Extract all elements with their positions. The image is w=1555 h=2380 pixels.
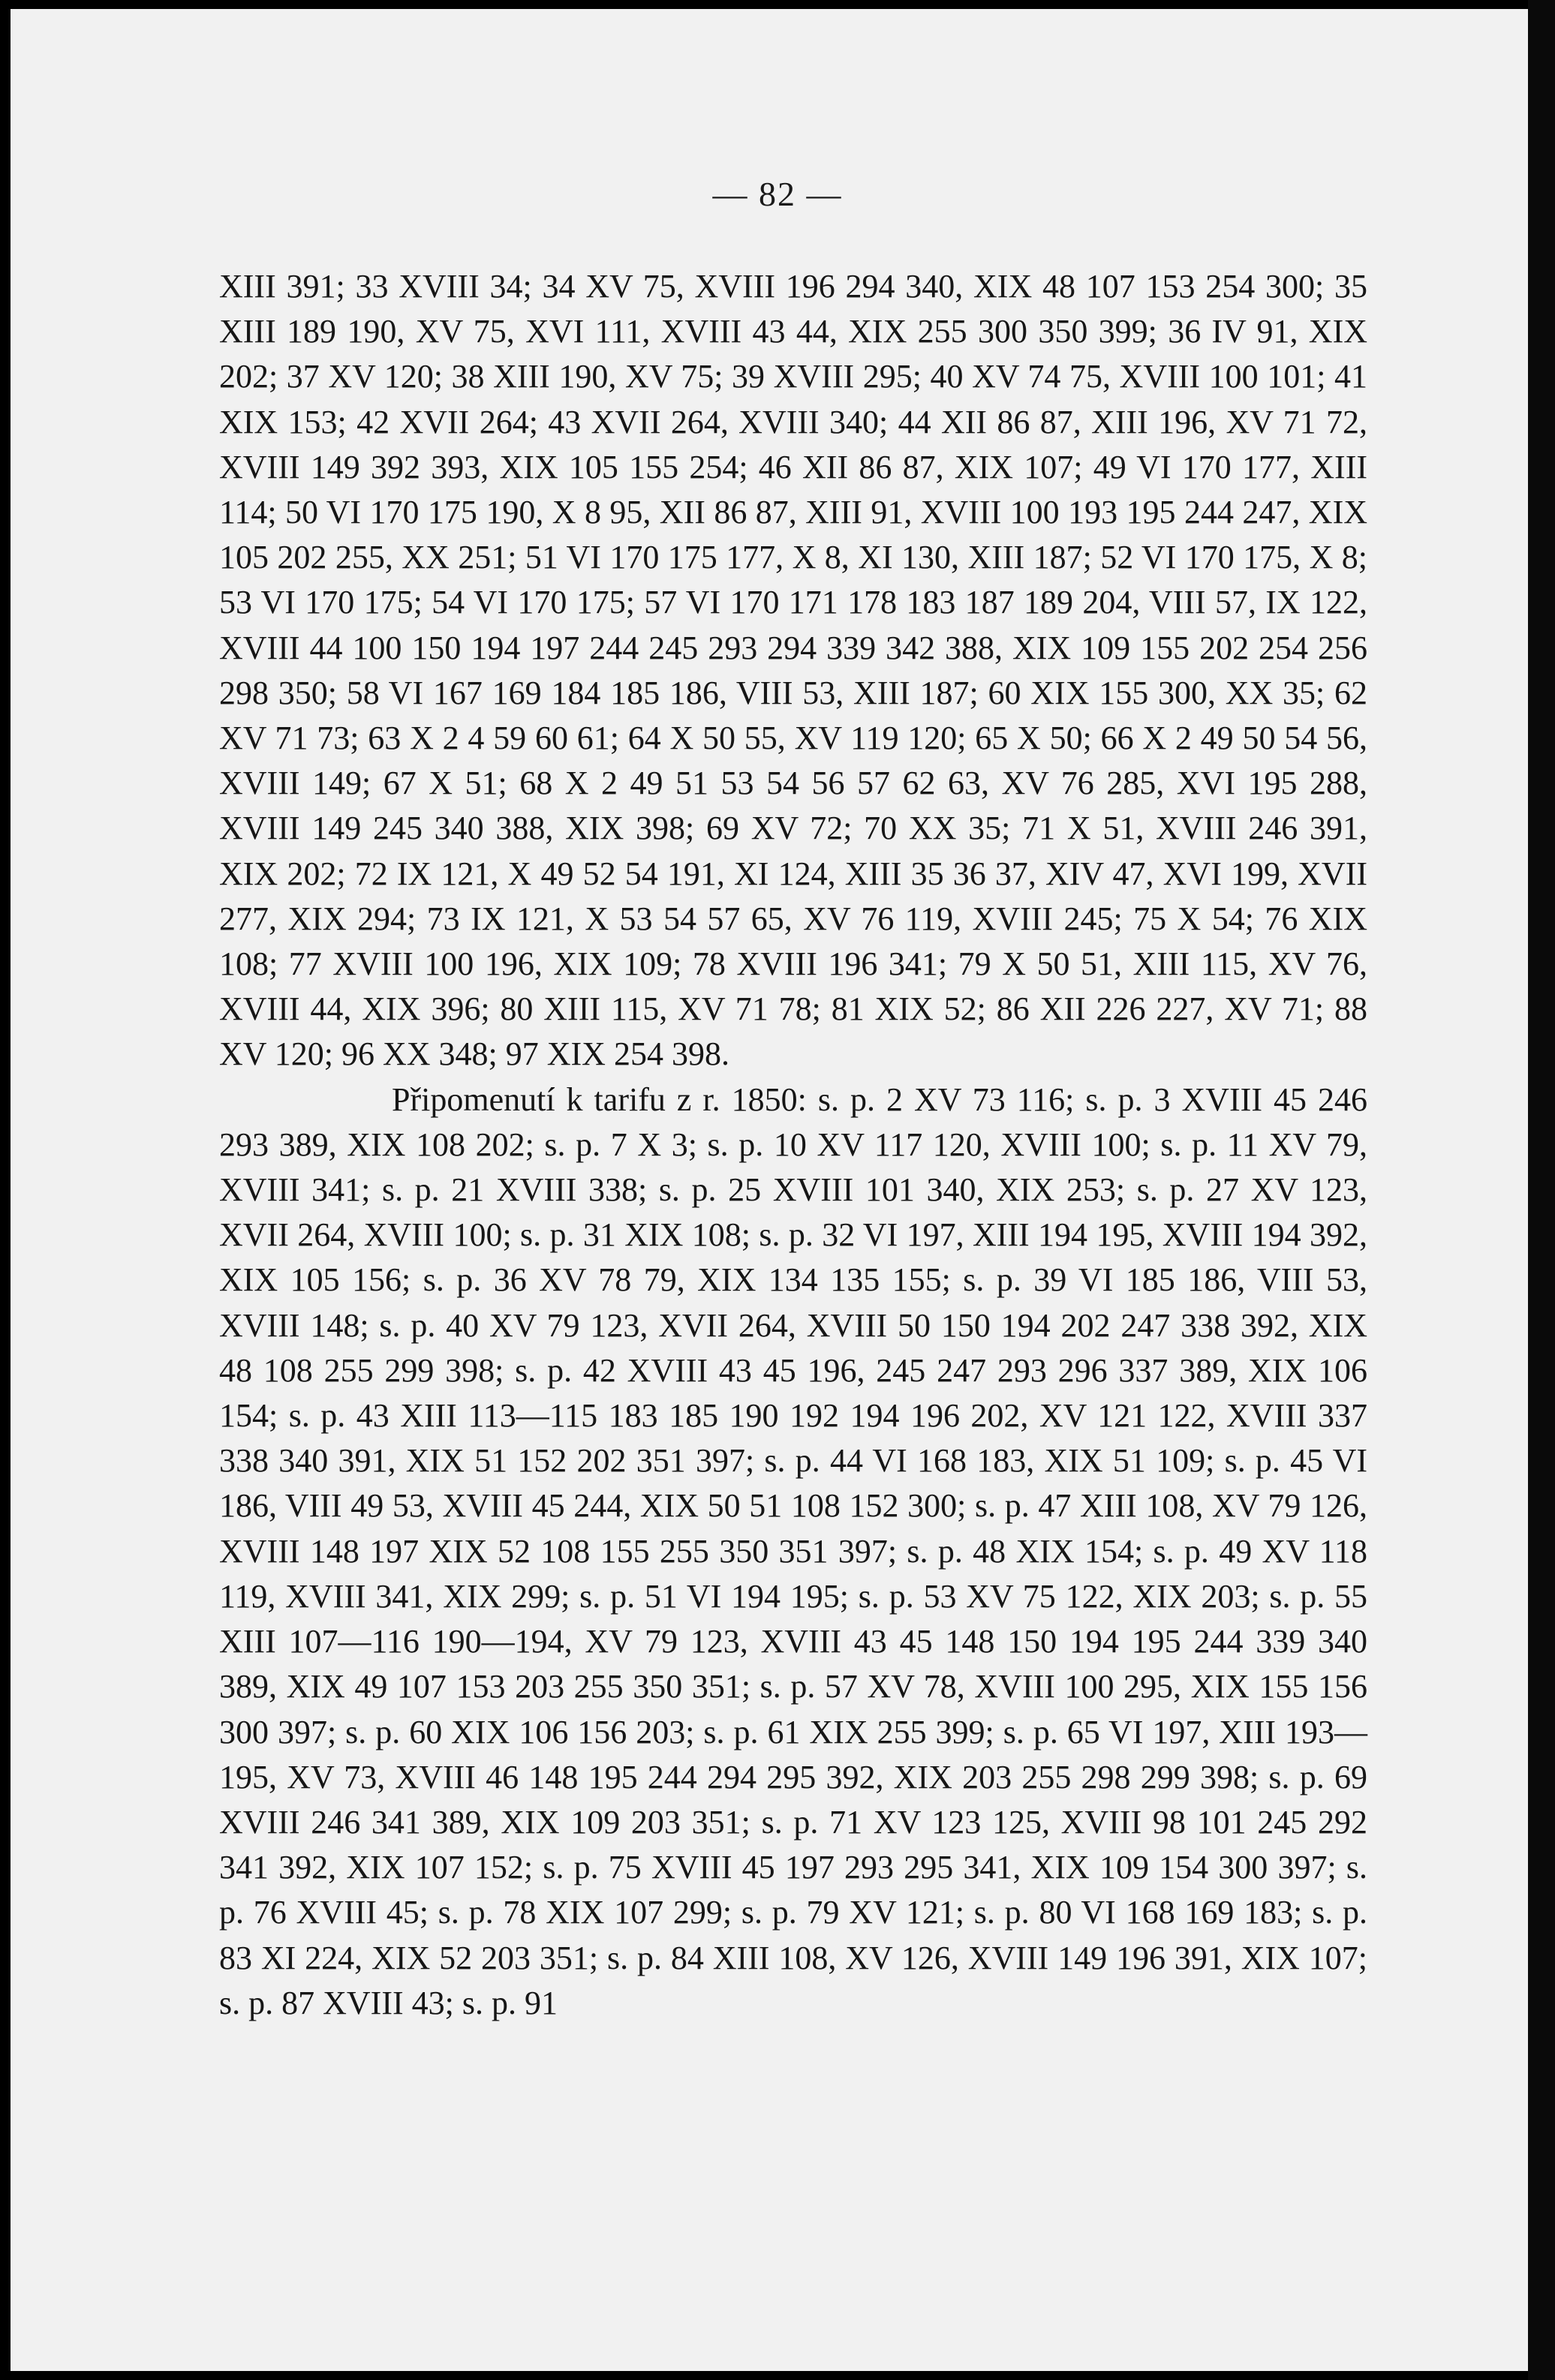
page-number: — 82 — [712,175,843,213]
index-paragraph: XIII 391; 33 XVIII 34; 34 XV 75, XVIII 196 294 340, XIX 48 107 153 254 300; 35 XIII 189 190, XV 75, XVI 111, XVIII 43 44, XIX 255 300 350 399; 36 IV 91, XIX 202; 37 XV 120; 38 XIII 190, XV 75; 39 XVIII 295; 40 XV 74 75, XVIII 100 101; 41 XIX 153; 42 XVII 264; 43 XVII 264, XVIII 340; 44 XII 86 87, XIII 196, XV 71 72, XVIII 149 392 393, XIX 105 155 254; 46 XII 86 87, XIX 107; 49 VI 170 177, XIII 114; 50 VI 170 175 190, X 8 95, XII 86 87, XIII 91, XVIII 100 193 195 244 247, XIX 105 202 255, XX 251; 51 VI 170 175 177, X 8, XI 130, XIII 187; 52 VI 170 175, X 8; 53 VI 170 175; 54 VI 170 175; 57 VI 170 171 178 183 187 189 204, VIII 57, IX 122, XVIII 44 100 150 194 197 244 245 293 294 339 342 388, XIX 109 155 202 254 256 298 350; 58 VI 167 169 184 185 186, VIII 53, XIII 187; 60 XIX 155 300, XX 35; 62 XV 71 73; 63 X 2 4 59 60 61; 64 X 50 55, XV 119 120; 65 X 50; 66 X 2 49 50 54 56, XVIII 149; 67 X 51; 68 X 2 49 51 53 54 56 57 62 63, XV 76 285, XVI 195 288, XVIII 149 245 340 388, XIX 398; 69 XV 72; 70 XX 35; 71 X 51, XVIII 246 391, XIX 202; 72 IX 121, X 49 52 54 191, XI 124, XIII 35 36 37, XIV 47, XVI 199, XVII 277, XIX 294; 73 IX 121, X 53 54 57 65, XV 76 119, XVIII 245; 75 X 54; 76 XIX 108; 77 XVIII 100 196, XIX 109; 78 XVIII 196 341; 79 X 50 51, XIII 115, XV 76, XVIII 44, XIX 396; 80 XIII 115, XV 71 78; 81 XIX 52; 86 XII 226 227, XV 71; 88 XV 120; 96 XX 348; 97 XIX 254 398. [219,268,1367,1073]
index-text-block [219,264,1367,2026]
scan-edge [1528,0,1555,2380]
index-paragraph-tariff-notes: Připomenutí k tarifu z r. 1850: s. p. 2 XV 73 116; s. p. 3 XVIII 45 246 293 389, XIX 108 202; s. p. 7 X 3; s. p. 10 XV 117 120, XVIII 100; s. p. 11 XV 79, XVIII 341; s. p. 21 XVIII 338; s. p. 25 XVIII 101 340, XIX 253; s. p. 27 XV 123, XVII 264, XVIII 100; s. p. 31 XIX 108; s. p. 32 VI 197, XIII 194 195, XVIII 194 392, XIX 105 156; s. p. 36 XV 78 79, XIX 134 135 155; s. p. 39 VI 185 186, VIII 53, XVIII 148; s. p. 40 XV 79 123, XVII 264, XVIII 50 150 194 202 247 338 392, XIX 48 108 255 299 398; s. p. 42 XVIII 43 45 196, 245 247 293 296 337 389, XIX 106 154; s. p. 43 XIII 113—115 183 185 190 192 194 196 202, XV 121 122, XVIII 337 338 340 391, XIX 51 152 202 351 397; s. p. 44 VI 168 183, XIX 51 109; s. p. 45 VI 186, VIII 49 53, XVIII 45 244, XIX 50 51 108 152 300; s. p. 47 XIII 108, XV 79 126, XVIII 148 197 XIX 52 108 155 255 350 351 397; s. p. 48 XIX 154; s. p. 49 XV 118 119, XVIII 341, XIX 299; s. p. 51 VI 194 195; s. p. 53 XV 75 122, XIX 203; s. p. 55 XIII 107—116 190—194, XV 79 123, XVIII 43 45 148 150 194 195 244 339 340 389, XIX 49 107 153 203 255 350 351; s. p. 57 XV 78, XVIII 100 295, XIX 155 156 300 397; s. p. 60 XIX 106 156 203; s. p. 61 XIX 255 399; s. p. 65 VI 197, XIII 193—195, XV 73, XVIII 46 148 195 244 294 295 392, XIX 203 255 298 299 398; s. p. 69 XVIII 246 341 389, XIX 109 203 351; s. p. 71 XV 123 125, XVIII 98 101 245 292 341 392, XIX 107 152; s. p. 75 XVIII 45 197 293 295 341, XIX 109 154 300 397; s. p. 76 XVIII 45; s. p. 78 XIX 107 299; s. p. 79 XV 121; s. p. 80 VI 168 169 183; s. p. 83 XI 224, XIX 52 203 351; s. p. 84 XIII 108, XV 126, XVIII 149 196 391, XIX 107; s. p. 87 XVIII 43; s. p. 91 [219,1080,1367,2021]
